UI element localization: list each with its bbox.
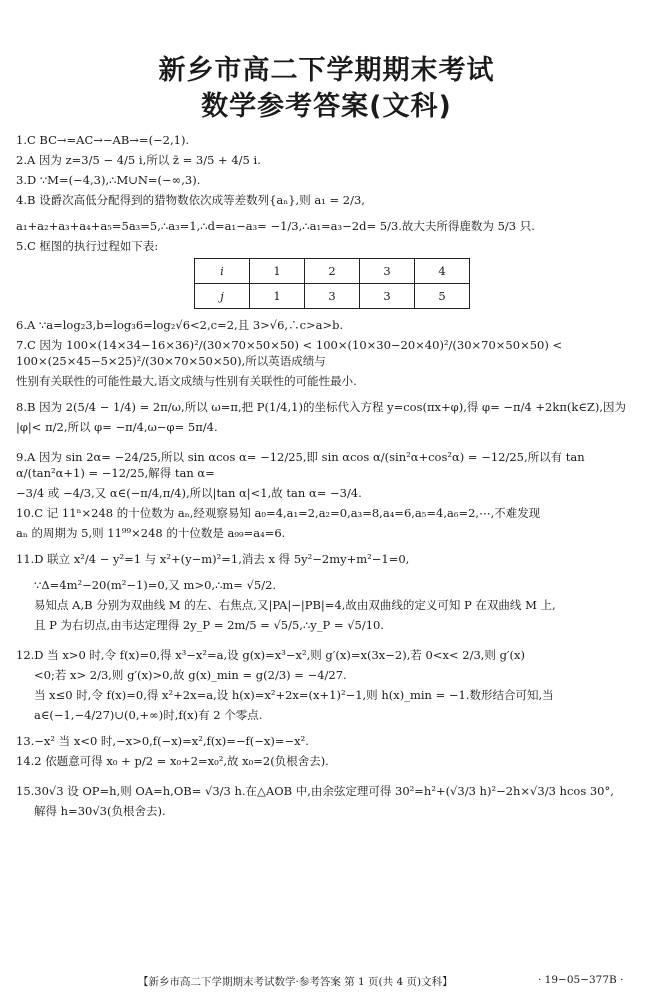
answer-12-line-1: 12.D 当 x>0 时,令 f(x)=0,得 x³−x²=a,设 g(x)=x³−x²,则 g′(x)=x(3x−2),若 0<x< 2/3,则 g′(x) [16,648,525,662]
answer-4-line-1: 4.B 设爵次高低分配得到的猎物数依次成等差数列{aₙ},则 a₁ = 2/3, [16,193,365,207]
answer-11-line-4: 且 P 为右切点,由韦达定理得 2y_P = 2m/5 = √5/5,∴y_P = √5/10. [34,618,385,632]
answer-14: 14.2 依题意可得 x₀ + p/2 = x₀+2=x₀²,故 x₀=2(负根舍去). [16,754,329,768]
answer-12-line-2: <0;若 x> 2/3,则 g′(x)>0,故 g(x)_min = g(2/3) = −4/27. [34,668,347,682]
answer-3: 3.D ∵M=(−4,3),∴M∪N=(−∞,3). [16,173,201,187]
answer-2: 2.A 因为 z=3/5 − 4/5 i,所以 z̄ = 3/5 + 4/5 i. [16,153,261,167]
answer-13: 13.−x² 当 x<0 时,−x>0,f(−x)=x²,f(x)=−f(−x)=−x². [16,734,309,748]
answer-11-line-2: ∵Δ=4m²−20(m²−1)=0,又 m>0,∴m= √5/2. [34,578,277,592]
table-cell: 1 [250,259,305,284]
answer-7-line-2: 性别有关联性的可能性最大,语文成绩与性别有关联性的可能性最小. [16,374,357,388]
answer-11-line-1: 11.D 联立 x²/4 − y²=1 与 x²+(y−m)²=1,消去 x 得 5y²−2my+m²−1=0, [16,552,410,566]
table-cell: 1 [250,284,305,309]
table-cell: 3 [360,259,415,284]
table-cell: 3 [360,284,415,309]
table-row [195,259,470,284]
answer-list [16,132,640,823]
answer-12-line-3: 当 x≤0 时,令 f(x)=0,得 x²+2x=a,设 h(x)=x²+2x=(x+1)²−1,则 h(x)_min = −1.数形结合可知,当 [34,688,554,702]
answer-1: 1.C BC→=AC→−AB→=(−2,1). [16,133,190,147]
table-cell: 4 [415,259,470,284]
loop-table [194,258,470,309]
answer-9-line-1: 9.A 因为 sin 2α= −24/25,所以 sin αcos α= −12/25,即 sin αcos α/(sin²α+cos²α) = −12/25,所以有 tan α/(tan²α+1) = −12/25,解得 tan α= [16,450,585,480]
table-row [195,284,470,309]
answer-10-line-2: aₙ 的周期为 5,则 11⁹⁹×248 的十位数是 a₉₉=a₄=6. [16,526,286,540]
answer-15-line-1: 15.30√3 设 OP=h,则 OA=h,OB= √3/3 h.在△AOB 中,由余弦定理可得 30²=h²+(√3/3 h)²−2h×√3/3 hcos 30°, [16,784,614,798]
answer-8-line-2: |φ|< π/2,所以 φ= −π/4,ω−φ= 5π/4. [16,420,218,434]
page-title: 新乡市高二下学期期末考试 [158,55,495,86]
answer-6: 6.A ∵a=log₂3,b=log₃6=log₂√6<2,c=2,且 3>√6,∴c>a>b. [16,318,344,332]
answer-9-line-2: −3/4 或 −4/3,又 α∈(−π/4,π/4),所以|tan α|<1,故 tan α= −3/4. [16,486,362,500]
answer-5: 5.C 框图的执行过程如下表: [16,239,159,253]
answer-8-line-1: 8.B 因为 2(5/4 − 1/4) = 2π/ω,所以 ω=π,把 P(1/4,1)的坐标代入方程 y=cos(πx+φ),得 φ= −π/4 +2kπ(k∈Z),因为 [16,400,626,414]
page-subtitle: 数学参考答案(文科) [201,91,452,122]
table-cell: 3 [305,284,360,309]
footer-code: · 19−05−377B · [538,974,624,986]
answer-4-line-2: a₁+a₂+a₃+a₄+a₅=5a₃=5,∴a₃=1,∴d=a₁−a₃= −1/3,∴a₁=a₃−2d= 5/3.故大夫所得鹿数为 5/3 只. [16,219,535,233]
table-header-j: j [195,284,250,309]
table-header-i: i [195,259,250,284]
answer-7-line-1: 7.C 因为 100×(14×34−16×36)²/(30×70×50×50) < 100×(10×30−20×40)²/(30×70×50×50) < 100×(25×45−5×25)²/(30×70×50×50),所以英语成绩与 [16,338,563,368]
answer-11-line-3: 易知点 A,B 分别为双曲线 M 的左、右焦点,又|PA|−|PB|=4,故由双曲线的定义可知 P 在双曲线 M 上, [34,598,556,612]
footer-source: 【新乡市高二下学期期末考试数学·参考答案 第 1 页(共 4 页)文科】 [138,976,453,988]
answer-10-line-1: 10.C 记 11ⁿ×248 的十位数为 aₙ,经观察易知 a₀=4,a₁=2,a₂=0,a₃=8,a₄=6,a₅=4,a₆=2,⋯,不难发现 [16,506,541,520]
table-cell: 2 [305,259,360,284]
table-cell: 5 [415,284,470,309]
answer-12-line-4: a∈(−1,−4/27)∪(0,+∞)时,f(x)有 2 个零点. [34,708,263,722]
answer-15-line-2: 解得 h=30√3(负根舍去). [34,804,166,818]
